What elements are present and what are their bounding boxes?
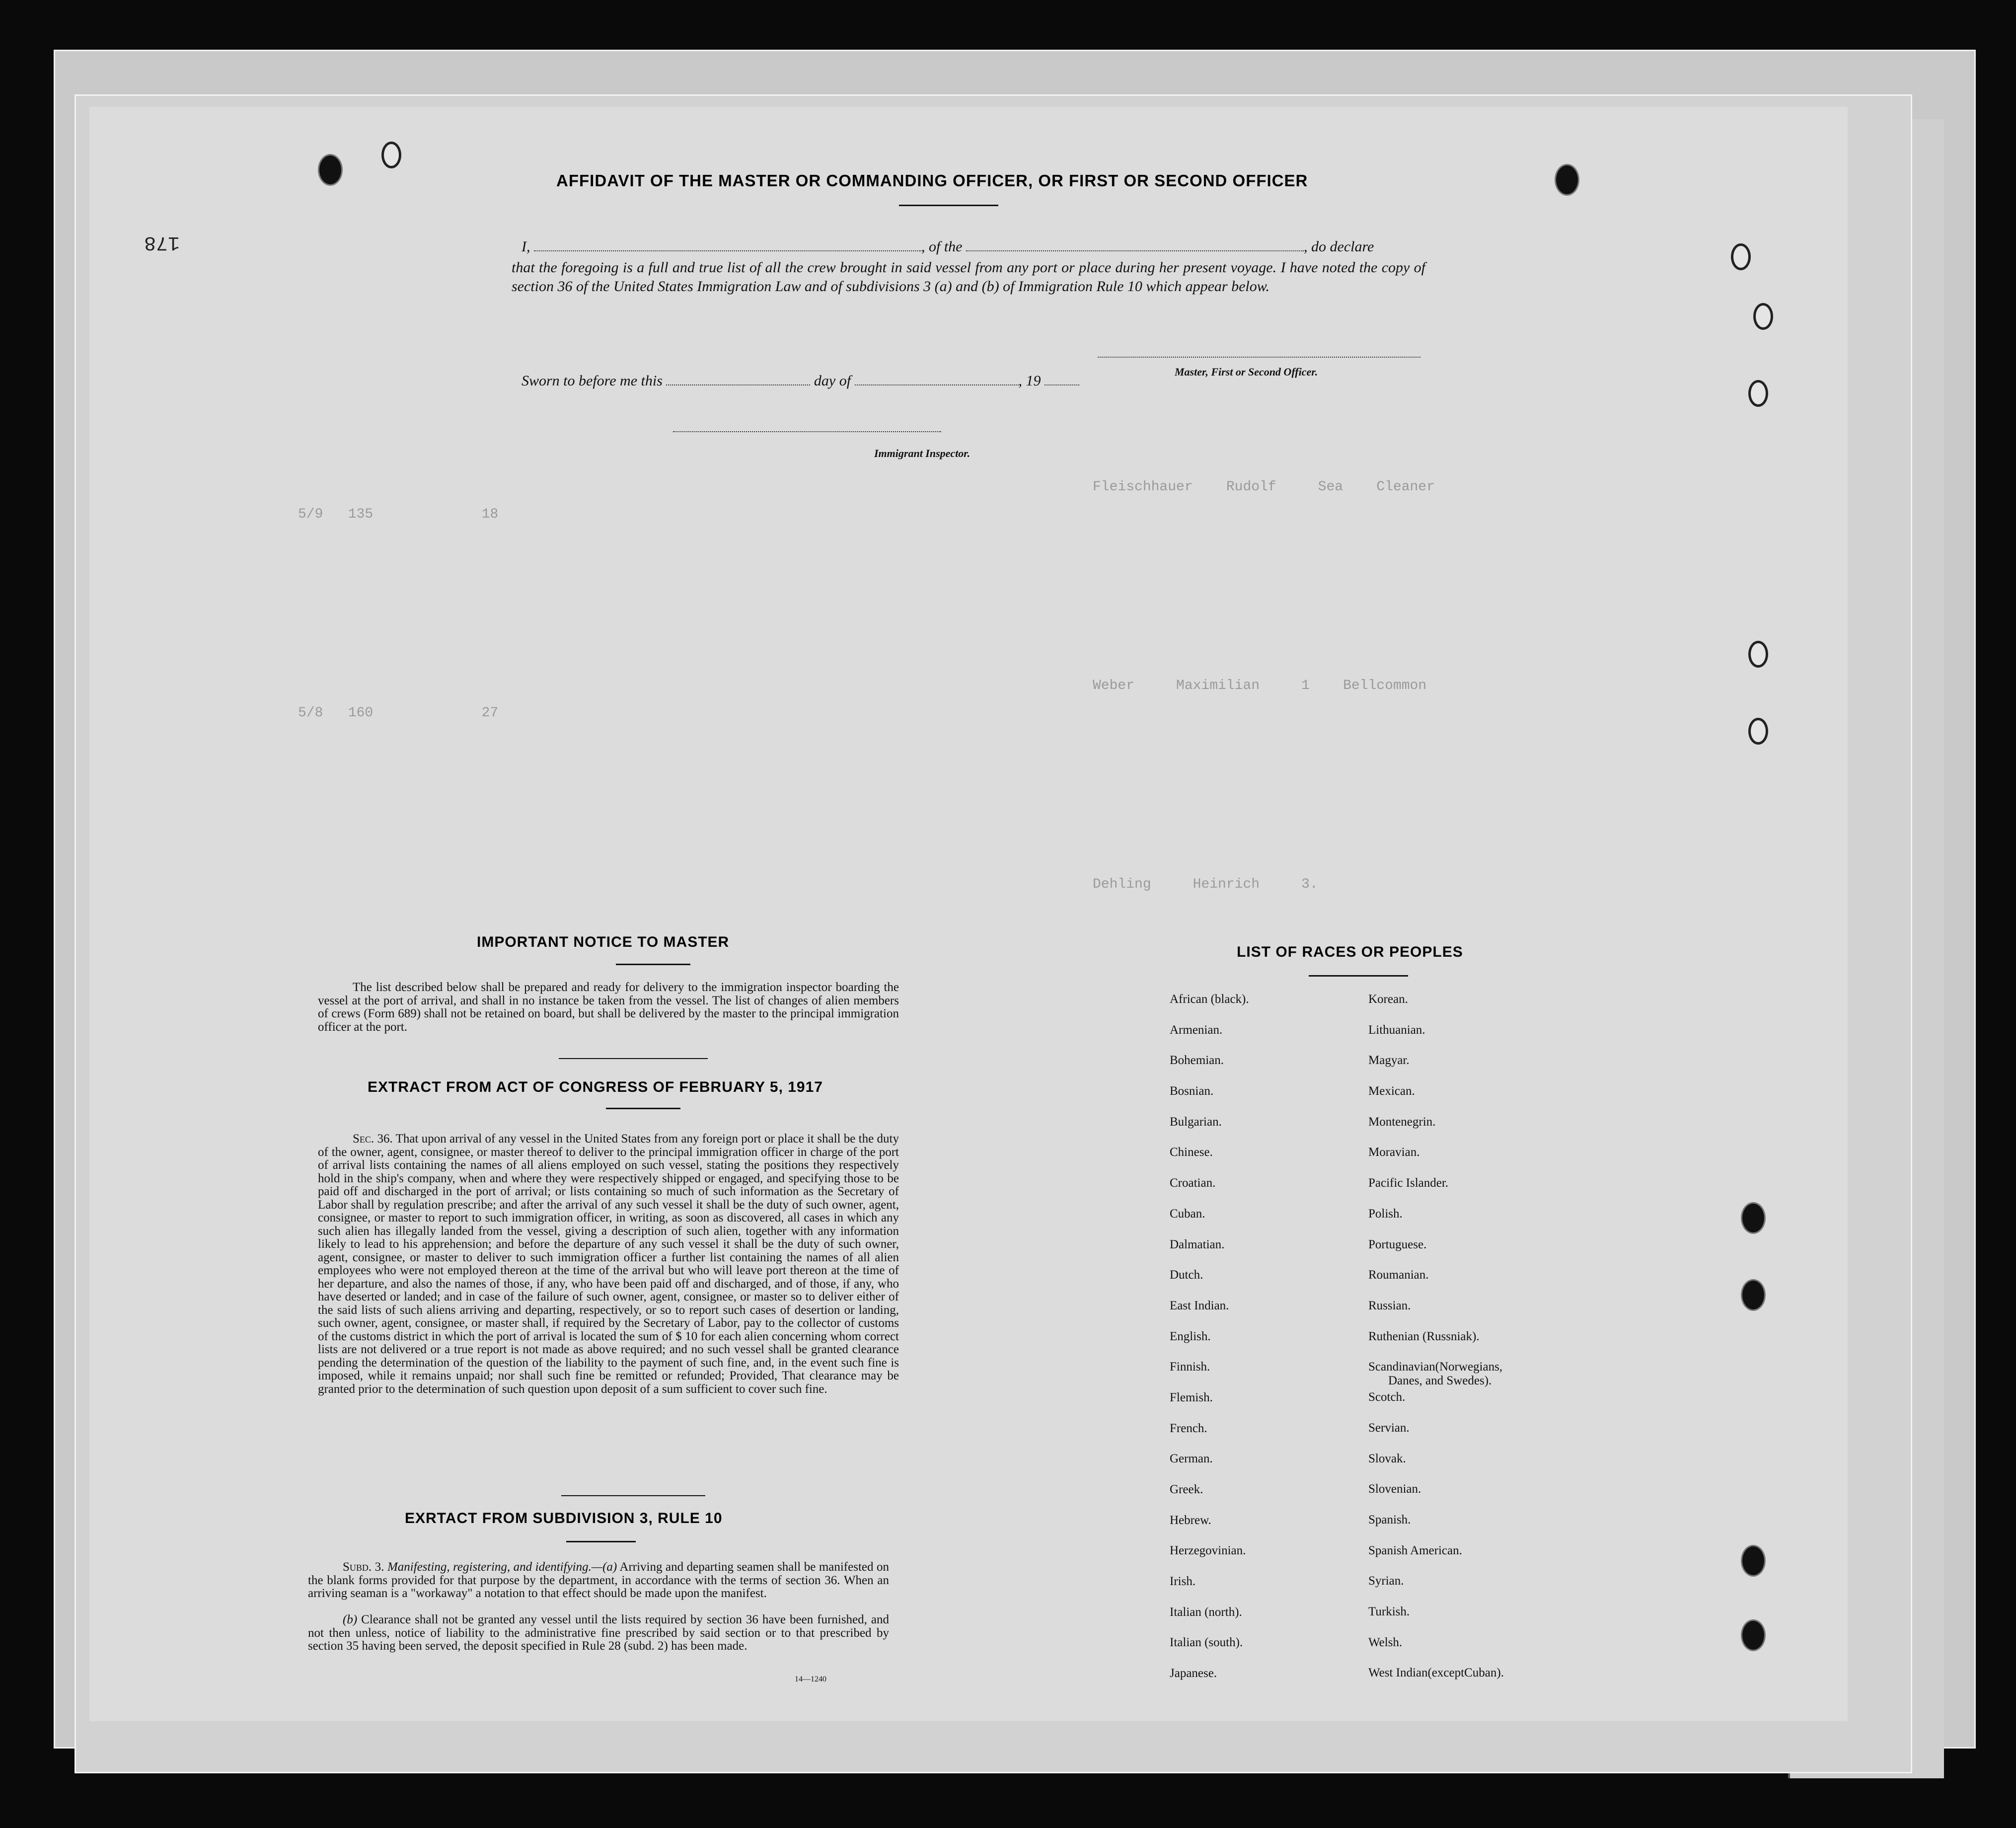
sworn-day-field[interactable] (666, 384, 810, 385)
punch-hole (1753, 303, 1773, 330)
punch-hole (1748, 380, 1768, 407)
races-rule (1309, 975, 1408, 977)
punch-hole (1748, 718, 1768, 745)
race-item: French. (1170, 1421, 1207, 1435)
officer-signature-field[interactable] (1098, 357, 1420, 358)
title-rule (899, 205, 998, 206)
races-column-2 (1368, 992, 1504, 1697)
race-item: Croatian. (1170, 1176, 1216, 1190)
race-item: Scotch. (1368, 1390, 1406, 1404)
bleed-through-text: Fleischhauer Rudolf Sea Cleaner (1093, 479, 1435, 495)
punch-hole (1748, 641, 1768, 668)
race-item: Scandinavian(Norwegians, Danes, and Swedes). (1368, 1360, 1503, 1388)
race-item: Dalmatian. (1170, 1237, 1225, 1251)
punch-hole (1555, 164, 1579, 196)
race-item: Italian (north). (1170, 1605, 1242, 1619)
race-item: Servian. (1368, 1421, 1410, 1435)
race-item: Dutch. (1170, 1268, 1203, 1282)
punch-hole (1741, 1279, 1766, 1311)
punch-hole (1741, 1202, 1766, 1234)
race-item: Hebrew. (1170, 1513, 1211, 1527)
race-item: Cuban. (1170, 1207, 1205, 1220)
act-text: Sec. 36. That upon arrival of any vessel in the United States from any foreign port or place it shall be the duty of the owner, agent, consignee, or master thereof to deliver to the principal immigration officer in charge of the port of arrival lists containing the names of all aliens employed on such vessel, stating the positions they respectively hold in the ship's company, when and where they were respectively shipped or engaged, and specifying those to be paid off and discharged in the port of arrival; or lists containing so much of such information as the Secretary of Labor shall by regulation prescribe; and after the arrival of any such vessel it shall be the duty of such owner, agent, consignee, or master to report to such immigration officer, in writing, as soon as discovered, all cases in which any such alien has illegally landed from the vessel, giving a description of such alien, together with any information likely to lead to his apprehension; and before the departure of any such vessel it shall be the duty of such owner, agent, consignee, or master to deliver to such immigration officer a further list containing the names of all alien employees who were not employed thereon at the time of the arrival but who will leave port thereon at the time of her departure, and also the names of those, if any, who have been paid off and discharged, and of those, if any, who have deserted or landed; and in case of the failure of such owner, agent, consignee, or master so to deliver either of the said lists of such aliens arriving and departing, respectively, or so to report such cases of desertion or landing, such owner, agent, consignee, or master shall, if required by the Secretary of Labor, pay to the collector of customs of the customs district in which the port of arrival is located the sum of $ 10 for each alien concerning whom correct lists are not delivered or a true report is not made as above required; and no such vessel shall be granted clearance pending the determination of the question of the liability to the payment of such fine, and, in the event such fine is imposed, while it remains unpaid; nor shall such fine be remitted or refunded; Provided, That clearance may be granted prior to the determination of such question upon deposit of a sum sufficient to cover such fine. (318, 1132, 899, 1396)
affidavit-title: AFFIDAVIT OF THE MASTER OR COMMANDING OFFICER, OR FIRST OR SECOND OFFICER (556, 171, 1308, 190)
race-item: Portuguese. (1368, 1237, 1427, 1251)
race-item: Japanese. (1170, 1667, 1217, 1680)
section-divider (561, 1495, 705, 1496)
race-item: Italian (south). (1170, 1636, 1243, 1650)
race-item: Welsh. (1368, 1635, 1403, 1649)
sworn-line: Sworn to before me this day of , 19 (522, 372, 1167, 390)
races-title: LIST OF RACES OR PEOPLES (1237, 944, 1463, 960)
affidavit-line1: I, , of the , do declare (522, 238, 1374, 255)
notice-text: The list described below shall be prepared and ready for delivery to the immigration inspector boarding the vessel at the port of arrival, and shall in no instance be taken from the vessel. The list of changes of alien members of crews (Form 689) shall not be retained on board, but shall be delivered by the master to the principal immigration officer at the port. (318, 981, 899, 1034)
race-item: Slovenian. (1368, 1482, 1421, 1496)
notice-rule (616, 964, 690, 965)
officer-signature-label: Master, First or Second Officer. (1175, 366, 1318, 378)
race-item: Montenegrin. (1368, 1115, 1436, 1129)
race-item: Chinese. (1170, 1145, 1213, 1159)
punch-hole (1731, 243, 1751, 270)
race-item: English. (1170, 1329, 1211, 1343)
punch-hole (318, 154, 343, 186)
punch-hole (1741, 1545, 1766, 1577)
bleed-through-text: Dehling Heinrich 3. (1093, 877, 1318, 892)
act-title: EXTRACT FROM ACT OF CONGRESS OF FEBRUARY 5, 1917 (368, 1079, 823, 1095)
races-column-1 (1170, 992, 1249, 1697)
master-name-field[interactable] (534, 250, 921, 251)
notice-title: IMPORTANT NOTICE TO MASTER (477, 934, 730, 950)
sworn-month-field[interactable] (855, 384, 1019, 385)
race-item: Ruthenian (Russniak). (1368, 1329, 1480, 1343)
punch-hole (1741, 1619, 1766, 1651)
race-item: West Indian(exceptCuban). (1368, 1666, 1504, 1680)
race-item: African (black). (1170, 992, 1249, 1006)
inspector-label: Immigrant Inspector. (874, 447, 971, 459)
race-item: Korean. (1368, 992, 1408, 1006)
race-item: Turkish. (1368, 1605, 1410, 1619)
race-item: Moravian. (1368, 1145, 1420, 1159)
race-item: Slovak. (1368, 1451, 1406, 1465)
race-item: Irish. (1170, 1575, 1196, 1589)
race-item: Magyar. (1368, 1054, 1410, 1067)
bleed-through-text: Weber Maximilian 1 Bellcommon (1093, 678, 1427, 693)
sworn-year-field[interactable] (1045, 384, 1079, 385)
rule-text-b: (b) Clearance shall not be granted any vessel until the lists required by section 36 have been furnished, and not then unless, notice of liability to the administrative fine prescribed by said section or to that prescribed by section 35 having been served, the deposit specified in Rule 28 (subd. 2) has been made. (308, 1613, 890, 1653)
race-item: Bulgarian. (1170, 1115, 1222, 1129)
bleed-through-text: 5/9 135 18 (298, 507, 499, 522)
race-item: German. (1170, 1452, 1213, 1466)
race-item: Polish. (1368, 1207, 1403, 1220)
race-item: Bohemian. (1170, 1054, 1224, 1067)
rule-title: EXRTACT FROM SUBDIVISION 3, RULE 10 (405, 1510, 723, 1526)
form-number: 14—1240 (795, 1675, 826, 1683)
inspector-signature-field[interactable] (673, 431, 941, 432)
bleed-through-text: 5/8 160 27 (298, 705, 499, 721)
race-item: Mexican. (1368, 1084, 1415, 1098)
form-page (89, 107, 1848, 1721)
affidavit-body: that the foregoing is a full and true list of all the crew brought in said vessel from any port or place during her present voyage. I have noted the copy of section 36 of the United States Immigration Law and of subdivisions 3 (a) and (b) of Immigration Rule 10 which appear below. (512, 259, 1425, 295)
margin-number: 178 (144, 231, 180, 253)
section-divider (559, 1058, 708, 1059)
race-item: Finnish. (1170, 1360, 1210, 1374)
race-item: East Indian. (1170, 1298, 1229, 1312)
race-item: Herzegovinian. (1170, 1544, 1246, 1558)
rule-rule (566, 1541, 636, 1542)
race-item: Armenian. (1170, 1023, 1223, 1037)
race-item: Roumanian. (1368, 1268, 1429, 1282)
vessel-name-field[interactable] (966, 250, 1304, 251)
race-item: Bosnian. (1170, 1084, 1214, 1098)
race-item: Spanish American. (1368, 1543, 1462, 1557)
race-item: Syrian. (1368, 1574, 1404, 1588)
race-item: Lithuanian. (1368, 1023, 1425, 1037)
rule-text-a: Subd. 3. Manifesting, registering, and identifying.—(a) Arriving and departing seamen shall be manifested on the blank forms provided for that purpose by the department, in accordance with the terms of section 36. When an arriving seaman is a "workaway" a notation to that effect should be made upon the manifest. (308, 1560, 890, 1600)
race-item: Flemish. (1170, 1390, 1213, 1404)
race-item: Spanish. (1368, 1513, 1411, 1526)
punch-hole (381, 142, 401, 168)
race-item: Pacific Islander. (1368, 1176, 1449, 1190)
race-item: Greek. (1170, 1483, 1203, 1496)
race-item: Russian. (1368, 1298, 1411, 1312)
act-rule (606, 1108, 680, 1109)
